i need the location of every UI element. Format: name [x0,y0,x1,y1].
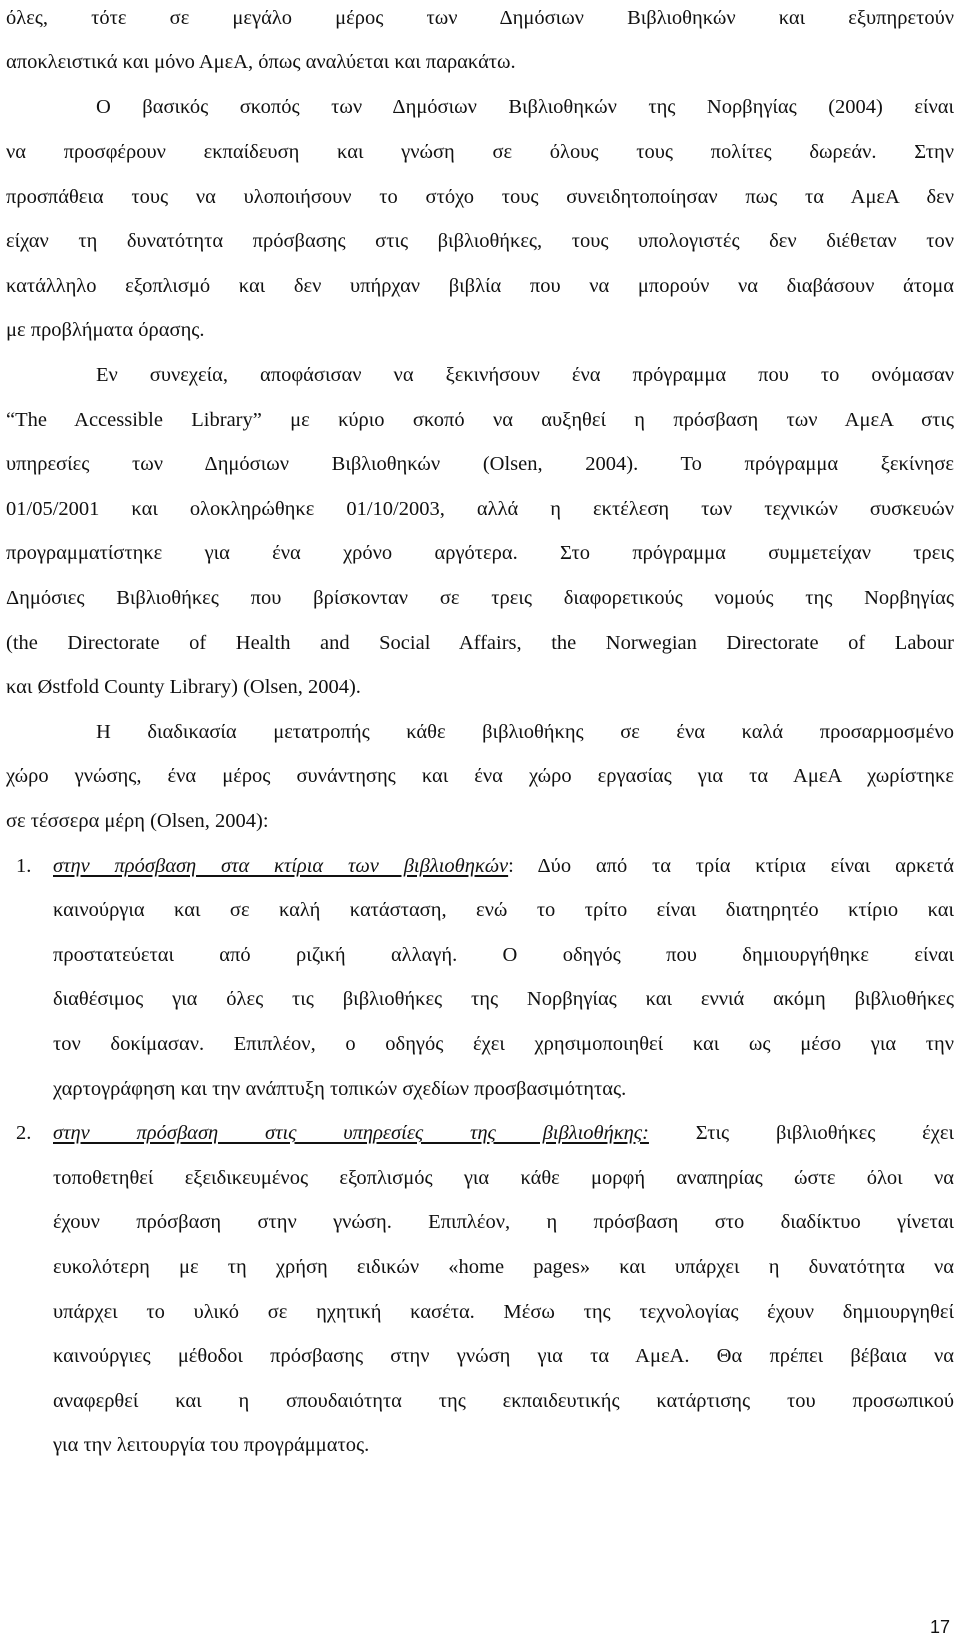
text-line: έχουν πρόσβαση στην γνώση. Επιπλέον, η πρόσβαση στο διαδίκτυο γίνεται [53,1211,954,1233]
list-item-text: Στις βιβλιοθήκες έχει [648,1122,954,1144]
page-number: 17 [929,1617,950,1637]
list-item-title: στην πρόσβαση στα κτίρια των βιβλιοθηκών [53,855,509,877]
text-line: καινούργια και σε καλή κατάσταση, ενώ το τρίτο είναι διατηρητέο κτίριο και [53,899,954,921]
text-line: είχαν τη δυνατότητα πρόσβασης στις βιβλιοθήκες, τους υπολογιστές δεν διέθεταν τον [6,230,954,252]
list-item-first-line [53,854,954,878]
text-line: κατάλληλο εξοπλισμό και δεν υπήρχαν βιβλία που να μπορούν να διαβάσουν άτομα [6,275,954,297]
text-line: “The Accessible Library” με κύριο σκοπό να αυξηθεί η πρόσβαση των ΑμεΑ στις [6,409,954,431]
text-line: ευκολότερη με τη χρήση ειδικών «home pages» και υπάρχει η δυνατότητα να [53,1256,954,1278]
text-line: τον δοκίμασαν. Επιπλέον, ο οδηγός έχει χρησιμοποιηθεί και ως μέσο για την [53,1033,954,1055]
text-line: 01/05/2001 και ολοκληρώθηκε 01/10/2003, αλλά η εκτέλεση των τεχνικών συσκευών [6,498,954,520]
list-number: 1. [16,855,32,877]
text-line: να προσφέρουν εκπαίδευση και γνώση σε όλους τους πολίτες δωρεάν. Στην [6,141,954,163]
text-line: αναφερθεί και η σπουδαιότητα της εκπαιδευτικής κατάρτισης του προσωπικού [53,1390,954,1412]
list-number: 2. [16,1122,32,1144]
text-line: χαρτογράφηση και την ανάπτυξη τοπικών σχεδίων προσβασιμότητας. [53,1078,627,1100]
text-line: διαθέσιμος για όλες τις βιβλιοθήκες της Νορβηγίας και εννιά ακόμη βιβλιοθήκες [53,988,954,1010]
text-line: τοποθετηθεί εξειδικευμένος εξοπλισμός για κάθε μορφή αναπηρίας ώστε όλοι να [53,1167,954,1189]
text-line: καινούργιες μέθοδοι πρόσβασης στην γνώση για τα ΑμεΑ. Θα πρέπει βέβαια να [53,1345,954,1367]
text-line: όλες, τότε σε μεγάλο μέρος των Δημόσιων Βιβλιοθηκών και εξυπηρετούν [6,7,954,29]
text-line: αποκλειστικά και μόνο ΑμεΑ, όπως αναλύεται και παρακάτω. [6,51,516,73]
text-line: σε τέσσερα μέρη (Olsen, 2004): [6,810,269,832]
text-line: προστατεύεται από ριζική αλλαγή. Ο οδηγός που δημιουργήθηκε είναι [53,944,954,966]
text-line: με προβλήματα όρασης. [6,319,205,341]
text-line: υπάρχει το υλικό σε ηχητική κασέτα. Μέσω της τεχνολογίας έχουν δημιουργηθεί [53,1301,954,1323]
text-line: και Østfold County Library) (Olsen, 2004). [6,676,361,698]
text-line: Δημόσιες Βιβλιοθήκες που βρίσκονταν σε τρεις διαφορετικούς νομούς της Νορβηγίας [6,587,954,609]
text-line: Ο βασικός σκοπός των Δημόσιων Βιβλιοθηκών της Νορβηγίας (2004) είναι [96,96,954,118]
text-line: προσπάθεια τους να υλοποιήσουν το στόχο τους συνειδητοποίησαν πως τα ΑμεΑ δεν [6,186,954,208]
text-line: προγραμματίστηκε για ένα χρόνο αργότερα. Στο πρόγραμμα συμμετείχαν τρεις [6,542,954,564]
text-line: Η διαδικασία μετατροπής κάθε βιβλιοθήκης σε ένα καλά προσαρμοσμένο [96,721,954,743]
list-item-first-line [53,1121,954,1145]
list-item-text: : Δύο από τα τρία κτίρια είναι αρκετά [508,855,954,877]
text-line: υπηρεσίες των Δημόσιων Βιβλιοθηκών (Olsen, 2004). Το πρόγραμμα ξεκίνησε [6,453,954,475]
text-line: Εν συνεχεία, αποφάσισαν να ξεκινήσουν ένα πρόγραμμα που το ονόμασαν [96,364,954,386]
text-line: για την λειτουργία του προγράμματος. [53,1434,370,1456]
text-line: (the Directorate of Health and Social Affairs, the Norwegian Directorate of Labour [6,632,954,654]
text-line: χώρο γνώσης, ένα μέρος συνάντησης και ένα χώρο εργασίας για τα ΑμεΑ χωρίστηκε [6,765,954,787]
list-item-title: στην πρόσβαση στις υπηρεσίες της βιβλιοθήκης: [53,1122,649,1144]
